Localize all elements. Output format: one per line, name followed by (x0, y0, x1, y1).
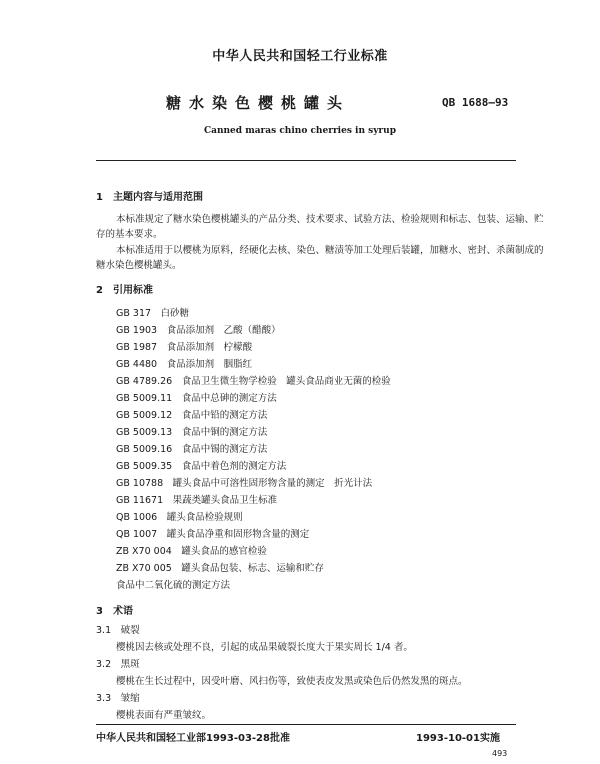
section-1-paragraph-1-line-2: 存的基本要求。 (96, 229, 163, 240)
reference-item (116, 390, 277, 404)
reference-item (116, 424, 267, 438)
section-3-heading: 3 术语 (96, 606, 133, 617)
reference-item (116, 509, 243, 523)
reference-title: 罐头食品净重和固形物含量的测定 (166, 529, 310, 540)
document-title: 糖水染色樱桃罐头 (166, 94, 351, 112)
section-1-paragraph-2-line-2: 糖水染色樱桃罐头。 (96, 260, 182, 271)
reference-code: GB 5009.11 (116, 393, 173, 404)
term-3-1-definition: 樱桃因去核或处理不良，引起的成品果破裂长度大于果实周长 1/4 者。 (116, 642, 413, 653)
reference-title: 食品添加剂 胭脂红 (166, 359, 253, 370)
reference-item (116, 543, 267, 557)
reference-item (116, 458, 286, 472)
reference-title: 罐头食品的感官检验 (181, 546, 267, 557)
reference-title: 食品中总砷的测定方法 (181, 393, 277, 404)
reference-code: GB 5009.35 (116, 461, 173, 472)
reference-title: 食品中铅的测定方法 (181, 410, 268, 421)
reference-code: GB 5009.13 (116, 427, 173, 438)
english-title: Canned maras chino cherries in syrup (203, 126, 397, 136)
reference-item (116, 373, 391, 387)
reference-title: 食品中铜的测定方法 (181, 427, 268, 438)
reference-title: 白砂糖 (160, 308, 190, 319)
standard-code: QB 1688—93 (442, 96, 509, 109)
reference-title: 罐头食品包装、标志、运输和贮存 (181, 563, 324, 574)
reference-title: 罐头食品检验规则 (166, 512, 243, 523)
section-2-heading: 2 引用标准 (96, 285, 153, 296)
reference-item (116, 356, 252, 370)
header-divider (96, 160, 516, 161)
reference-item (116, 560, 324, 574)
reference-code: GB 4480 (116, 359, 158, 370)
reference-item (116, 526, 309, 540)
reference-code: GB 10788 (116, 478, 164, 489)
reference-item (116, 475, 372, 489)
term-3-3-definition: 樱桃表面有严重皱纹。 (116, 710, 212, 721)
term-3-1-heading: 3.1 破裂 (96, 625, 140, 636)
section-1-heading: 1 主题内容与适用范围 (96, 192, 203, 203)
approval-note: 中华人民共和国轻工业部1993-03-28批准 (96, 733, 290, 744)
term-3-3-heading: 3.3 皱缩 (96, 693, 140, 704)
reference-item (116, 407, 267, 421)
reference-code: GB 317 (116, 308, 152, 319)
reference-item (116, 339, 252, 353)
reference-title: 果蔬类罐头食品卫生标准 (172, 495, 278, 506)
page-number: 493 (492, 749, 508, 758)
footer-divider (96, 724, 516, 725)
section-1-paragraph-1-line-1: 本标准规定了糖水染色樱桃罐头的产品分类、技术要求、试验方法、检验规则和标志、包装、运输、贮 (116, 214, 544, 225)
term-3-2-definition: 樱桃在生长过程中，因受叶磨、风扫伤等，致使表皮发黑或染色后仍然发黑的斑点。 (116, 676, 468, 687)
reference-extra-item: 食品中二氧化硫的测定方法 (116, 580, 231, 591)
reference-item (116, 322, 281, 336)
effective-date: 1993-10-01实施 (416, 733, 500, 744)
reference-code: GB 1903 (116, 325, 158, 336)
reference-item (116, 492, 277, 506)
reference-code: ZB X70 004 (116, 546, 172, 557)
reference-code: GB 11671 (116, 495, 164, 506)
reference-code: GB 5009.12 (116, 410, 173, 421)
reference-title: 罐头食品中可溶性固形物含量的测定 折光计法 (172, 478, 373, 489)
reference-code: QB 1006 (116, 512, 158, 523)
reference-title: 食品中着色剂的测定方法 (181, 461, 287, 472)
reference-title: 食品添加剂 柠檬酸 (166, 342, 253, 353)
reference-item (116, 305, 189, 319)
reference-code: GB 4789.26 (116, 376, 173, 387)
reference-code: QB 1007 (116, 529, 158, 540)
reference-title: 食品中锡的测定方法 (181, 444, 268, 455)
reference-title: 食品添加剂 乙酸（醋酸） (166, 325, 281, 336)
section-1-paragraph-2-line-1: 本标准适用于以樱桃为原料，经硬化去核、染色、糖渍等加工处理后装罐，加糖水、密封、杀菌制成的 (116, 245, 544, 256)
reference-title: 食品卫生微生物学检验 罐头食品商业无菌的检验 (181, 376, 391, 387)
term-3-2-heading: 3.2 黑斑 (96, 659, 140, 670)
reference-code: ZB X70 005 (116, 563, 172, 574)
reference-code: GB 1987 (116, 342, 158, 353)
reference-code: GB 5009.16 (116, 444, 173, 455)
issuing-organization: 中华人民共和国轻工行业标准 (212, 49, 388, 64)
reference-item (116, 441, 267, 455)
